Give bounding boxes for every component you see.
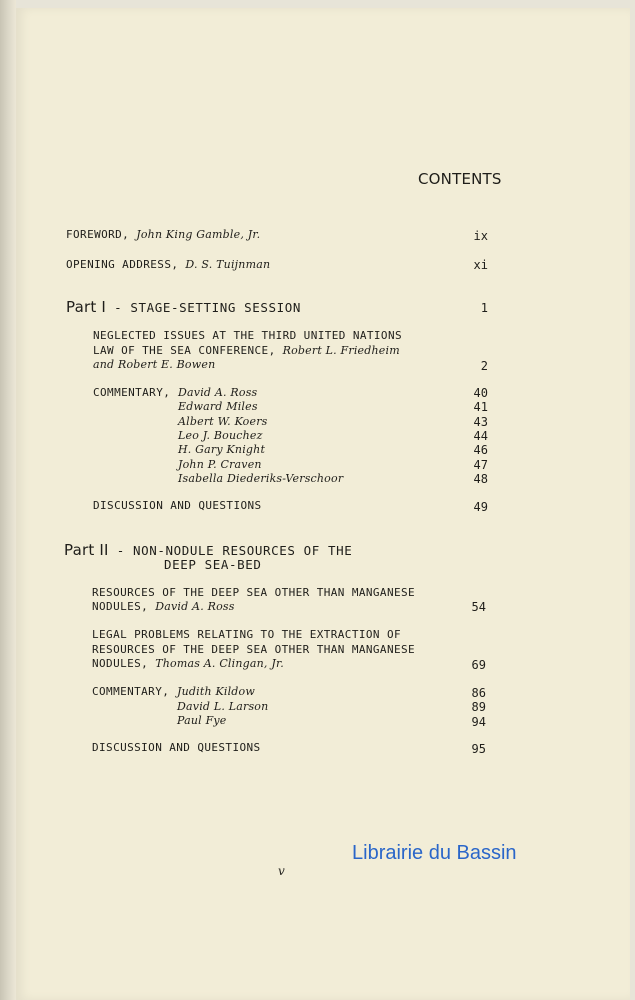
page-number: 94 <box>471 715 486 729</box>
part-title-continued: DEEP SEA-BED <box>164 557 262 572</box>
toc-entry-line <box>93 344 400 357</box>
page-number: 48 <box>473 472 488 486</box>
toc-entry-line: RESOURCES OF THE DEEP SEA OTHER THAN MANGANESE <box>92 643 416 656</box>
commentary-label: COMMENTARY, <box>93 386 171 399</box>
commentator: Isabella Diederiks-Verschoor <box>178 472 344 485</box>
entry-author: D. S. Tuijnman <box>185 258 271 271</box>
entry-label: NODULES, <box>92 600 156 613</box>
toc-entry-opening-address <box>66 258 270 271</box>
page-folio: v <box>278 864 285 878</box>
discussion-entry: DISCUSSION AND QUESTIONS <box>92 741 261 754</box>
part-number: Part II <box>64 541 109 559</box>
entry-label: NODULES, <box>92 657 156 670</box>
page-number: 44 <box>473 429 488 443</box>
toc-entry-line: RESOURCES OF THE DEEP SEA OTHER THAN MANGANESE <box>92 586 416 599</box>
entry-label: FOREWORD, <box>66 228 137 241</box>
page-number: 86 <box>471 686 486 700</box>
page-number: 69 <box>471 658 486 672</box>
page-number: 2 <box>480 359 488 373</box>
page-number: 89 <box>471 700 486 714</box>
commentator: Edward Miles <box>178 400 258 413</box>
page-number: 47 <box>473 458 488 472</box>
toc-entry-line: NEGLECTED ISSUES AT THE THIRD UNITED NATIONS <box>93 329 402 342</box>
entry-label: OPENING ADDRESS, <box>66 258 186 271</box>
toc-entry-line: LEGAL PROBLEMS RELATING TO THE EXTRACTION OF <box>92 628 401 641</box>
page-number: 1 <box>480 301 488 315</box>
bookseller-watermark: Librairie du Bassin <box>352 842 517 864</box>
page-title: CONTENTS <box>418 170 502 188</box>
toc-entry-foreword <box>66 228 260 241</box>
toc-entry-line <box>92 600 235 613</box>
commentator: David A. Ross <box>178 386 258 399</box>
part-title: - STAGE-SETTING SESSION <box>106 300 302 315</box>
entry-author: Thomas A. Clingan, Jr. <box>155 657 284 670</box>
page-number: 41 <box>473 400 488 414</box>
page-number: 43 <box>473 415 488 429</box>
entry-label: LAW OF THE SEA CONFERENCE, <box>93 344 283 357</box>
toc-entry-line <box>92 657 284 670</box>
book-spine-edge <box>0 0 16 1000</box>
commentator: John P. Craven <box>178 458 262 471</box>
discussion-entry: DISCUSSION AND QUESTIONS <box>93 499 262 512</box>
page-number: 49 <box>473 500 488 514</box>
commentary-label: COMMENTARY, <box>92 685 170 698</box>
part-heading-1 <box>66 298 301 316</box>
commentator: Paul Fye <box>177 714 227 727</box>
entry-author: David A. Ross <box>155 600 235 613</box>
page-number: ix <box>473 229 488 243</box>
entry-author: Robert L. Friedheim <box>282 344 400 357</box>
page-number: 46 <box>473 443 488 457</box>
commentator: David L. Larson <box>177 700 269 713</box>
entry-author: and Robert E. Bowen <box>93 358 216 371</box>
page-number: 54 <box>471 600 486 614</box>
part-number: Part I <box>66 298 107 316</box>
entry-author: John King Gamble, Jr. <box>136 228 261 241</box>
commentator: Albert W. Koers <box>178 415 268 428</box>
commentator: Judith Kildow <box>177 685 255 698</box>
page-number: 95 <box>471 742 486 756</box>
page-number: xi <box>473 258 488 272</box>
part-title: - NON-NODULE RESOURCES OF THE <box>108 543 353 558</box>
page-number: 40 <box>473 386 488 400</box>
commentator: H. Gary Knight <box>178 443 266 456</box>
commentator: Leo J. Bouchez <box>178 429 263 442</box>
